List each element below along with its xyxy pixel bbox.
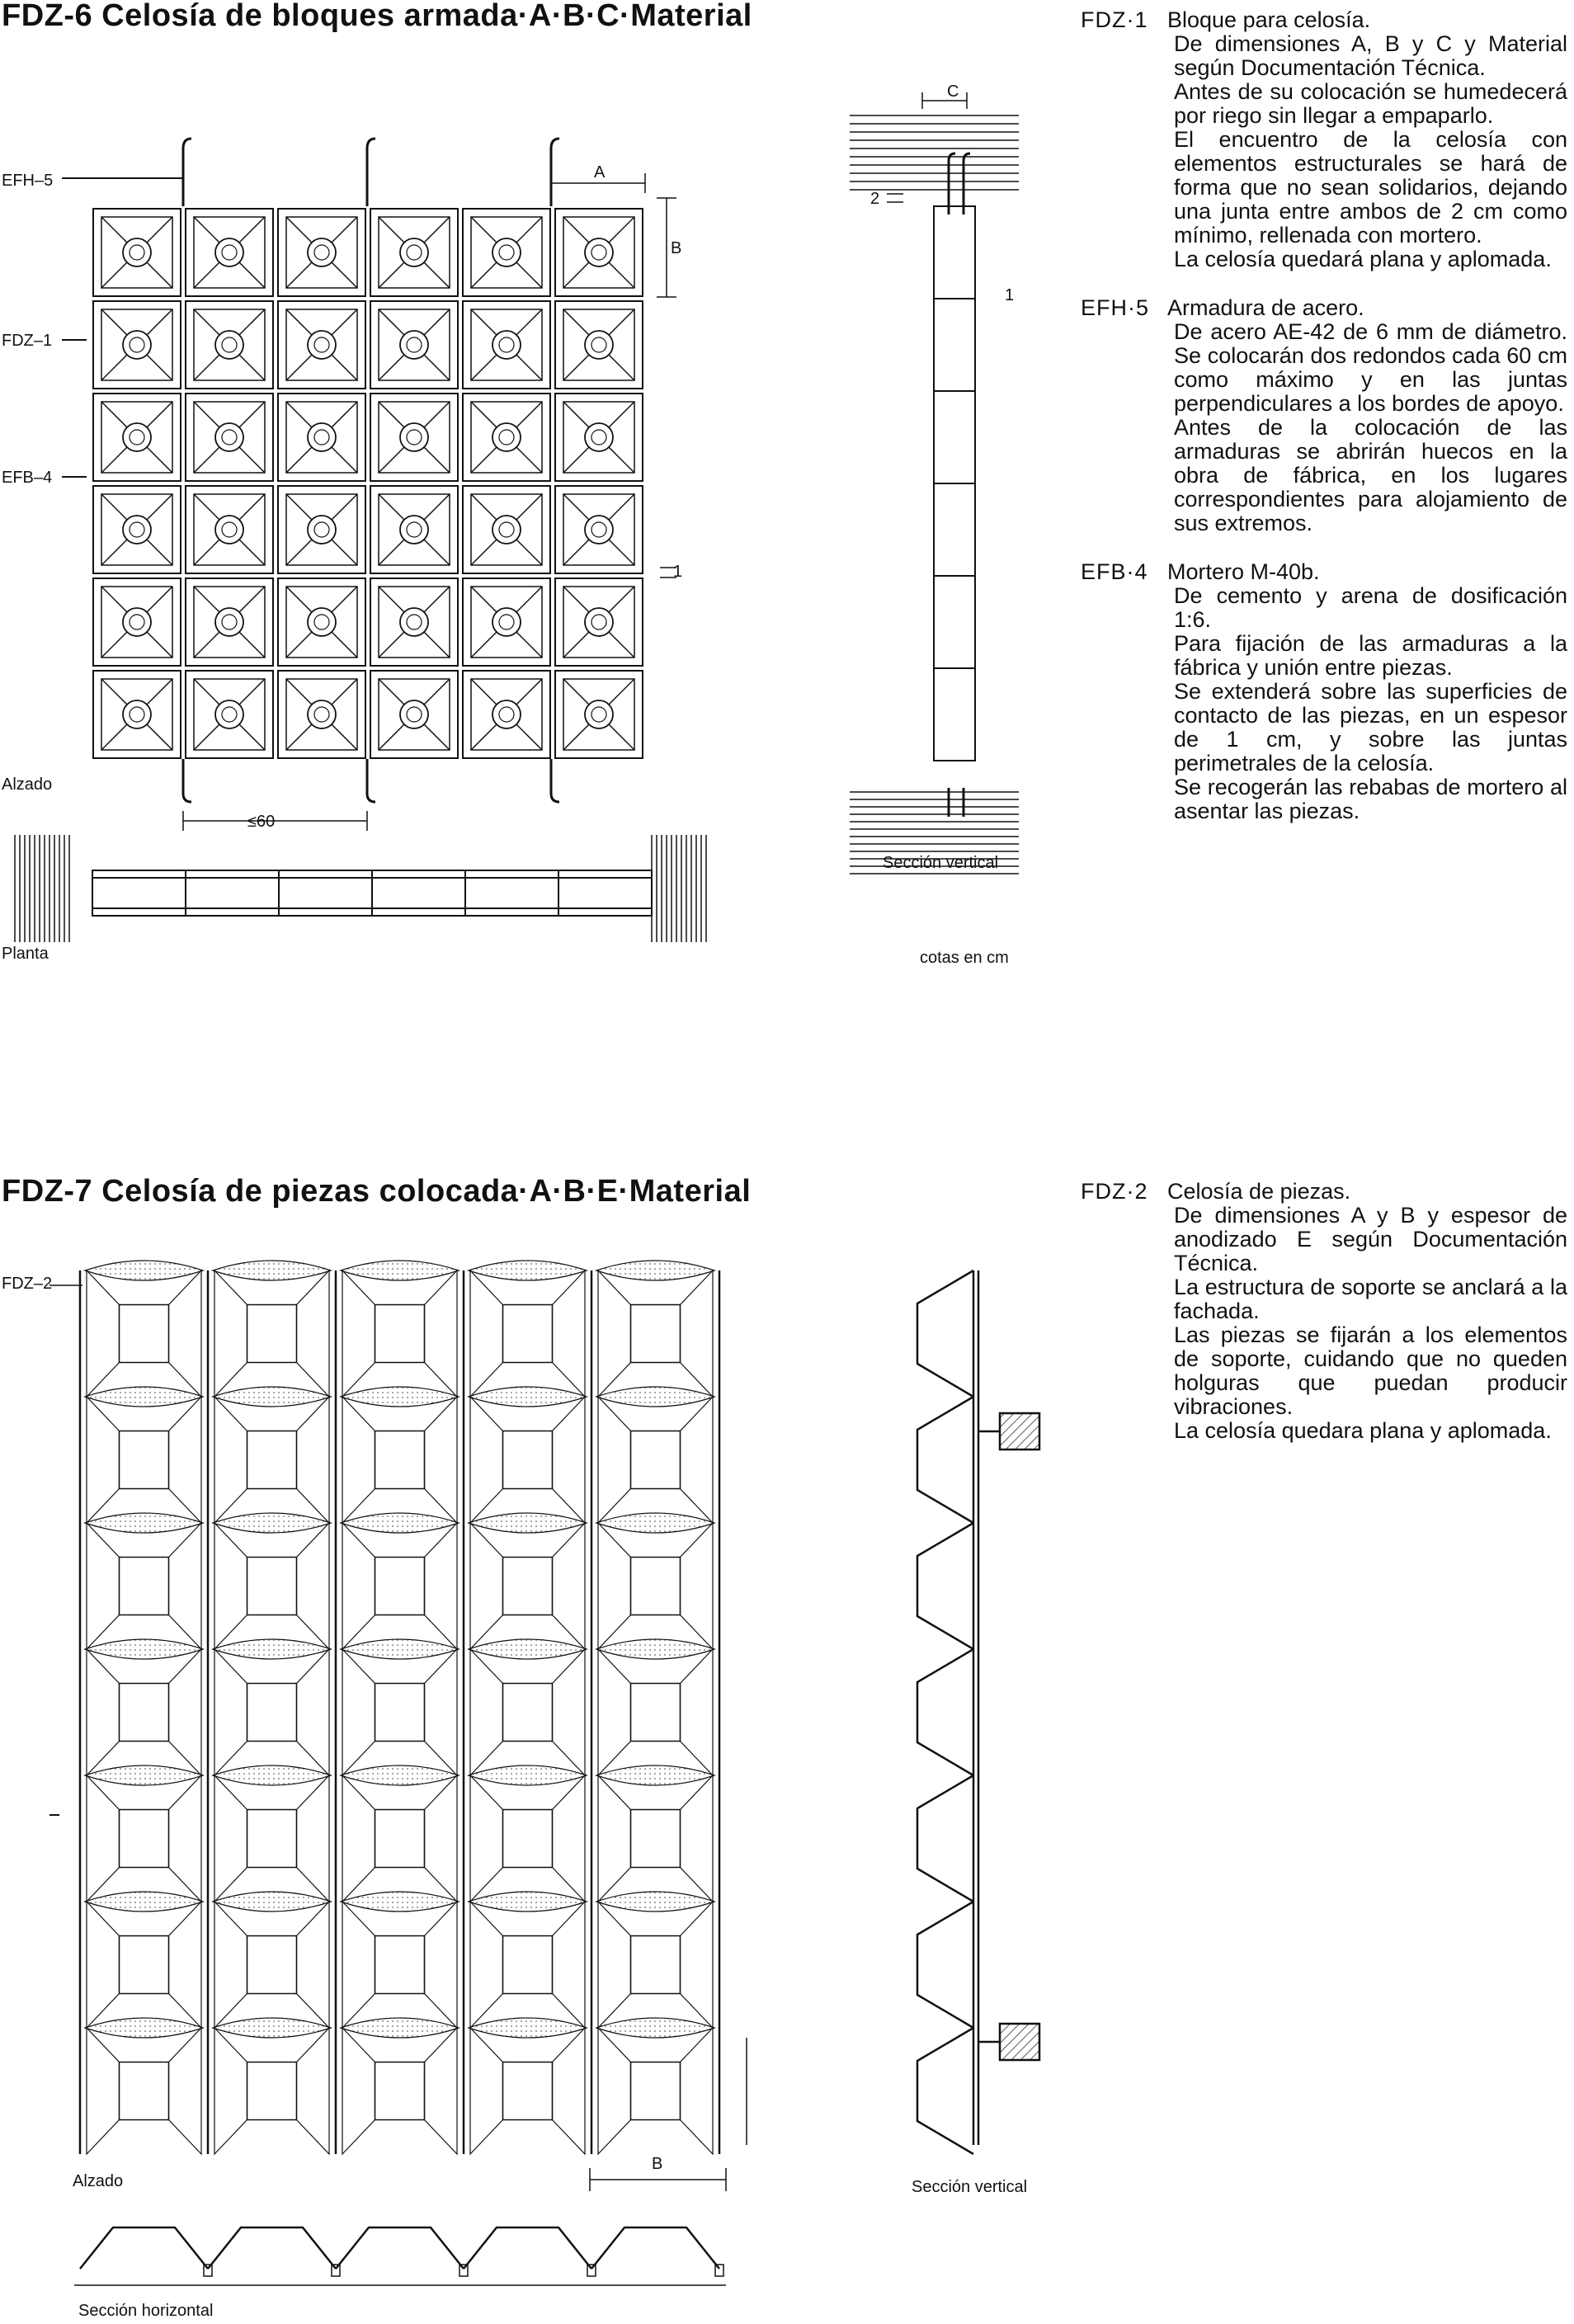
- label-alzado-fdz6: Alzado: [2, 775, 53, 794]
- spec-paragraph: La estructura de soporte se anclará a la fachada.: [1174, 1275, 1567, 1323]
- spec-paragraph: La celosía quedara plana y aplomada.: [1174, 1418, 1552, 1443]
- spec-paragraph: Las piezas se fijarán a los elementos de soporte, cuidando que no queden holguras que puedan producir vibraciones.: [1174, 1322, 1567, 1419]
- concrete-block: [186, 209, 273, 296]
- lattice-piece: [85, 1513, 203, 1649]
- concrete-block: [278, 209, 365, 296]
- lattice-piece: [85, 2018, 203, 2154]
- lattice-piece: [213, 1513, 331, 1649]
- lattice-piece: [469, 1892, 587, 2028]
- spec-heading: Armadura de acero.: [1167, 295, 1364, 320]
- section-piece: [917, 1902, 973, 2028]
- section-piece: [917, 1649, 973, 1775]
- lattice-piece: [341, 1387, 459, 1523]
- concrete-block: [93, 486, 181, 573]
- concrete-block: [555, 578, 643, 666]
- section-piece: [917, 1397, 973, 1523]
- spec-paragraph: Se recogerán las rebabas de mortero al asentar las piezas.: [1174, 775, 1567, 823]
- section-piece: [80, 2227, 208, 2269]
- concrete-block: [93, 394, 181, 481]
- spec-paragraph: Se extenderá sobre las superficies de contacto de las piezas, en un espesor de 1 cm, y sobre las juntas perimetrales de la celosía.: [1174, 679, 1567, 775]
- concrete-block: [370, 486, 458, 573]
- lattice-piece: [341, 2018, 459, 2154]
- concrete-block: [278, 394, 365, 481]
- concrete-block: [555, 671, 643, 758]
- concrete-block: [278, 301, 365, 389]
- concrete-block: [463, 578, 550, 666]
- concrete-block: [278, 671, 365, 758]
- lattice-piece: [341, 1892, 459, 2028]
- spec-entry: [1081, 8, 1567, 271]
- spec-entry: [1081, 1180, 1567, 1443]
- lattice-piece: [596, 1639, 714, 1775]
- dim-2: 2: [870, 190, 880, 208]
- spec-heading: Mortero M-40b.: [1167, 559, 1320, 584]
- concrete-block: [463, 301, 550, 389]
- spec-paragraph: Antes de su colocación se humedecerá por riego sin llegar a empaparlo.: [1174, 79, 1567, 128]
- spec-entry: [1081, 560, 1567, 823]
- lattice-piece: [596, 2018, 714, 2154]
- label-seccion-vertical-fdz6: Sección vertical: [883, 854, 999, 872]
- lattice-piece: [596, 1261, 714, 1397]
- lattice-piece: [213, 1261, 331, 1397]
- lattice-piece: [469, 1765, 587, 1902]
- spec-code: EFB·4: [1081, 559, 1148, 584]
- concrete-block: [555, 486, 643, 573]
- spec-paragraph: Antes de la colocación de las armaduras se abrirán huecos en la obra de fábrica, en los lugares correspondientes para alojamiento de sus extremos.: [1174, 415, 1567, 535]
- concrete-block: [186, 671, 273, 758]
- lattice-piece: [341, 1261, 459, 1397]
- fdz7-title: FDZ-7 Celosía de piezas colocada·A·B·E·Material: [2, 1174, 752, 1209]
- label-fdz2: FDZ–2: [2, 1275, 53, 1293]
- section-block: [934, 206, 975, 299]
- lattice-piece: [213, 1387, 331, 1523]
- concrete-block: [555, 301, 643, 389]
- concrete-block: [370, 578, 458, 666]
- concrete-block: [186, 486, 273, 573]
- fdz7-elevation: [49, 1261, 747, 2191]
- fdz7-horizontal-section: [74, 2227, 726, 2285]
- lattice-piece: [596, 1765, 714, 1902]
- section-block: [934, 391, 975, 483]
- lattice-piece: [85, 1765, 203, 1902]
- spec-code: FDZ·1: [1081, 7, 1148, 32]
- section-piece: [917, 1775, 973, 1902]
- concrete-block: [463, 394, 550, 481]
- dim-b-fdz7: B: [652, 2155, 663, 2173]
- fdz6-plan: [15, 835, 706, 942]
- lattice-piece: [341, 1513, 459, 1649]
- concrete-block: [93, 578, 181, 666]
- lattice-piece: [596, 1892, 714, 2028]
- lattice-piece: [469, 1387, 587, 1523]
- spec-paragraph: Para fijación de las armaduras a la fábrica y unión entre piezas.: [1174, 631, 1567, 680]
- spec-paragraph: El encuentro de la celosía con elementos estructurales se hará de forma que no sean solidarios, dejando una junta entre ambos de 2 cm como mínimo, rellenada con mortero.: [1174, 127, 1567, 247]
- concrete-block: [186, 301, 273, 389]
- spec-code: FDZ·2: [1081, 1179, 1148, 1204]
- concrete-block: [93, 671, 181, 758]
- fdz7-vertical-section: [917, 1270, 1039, 2154]
- lattice-piece: [213, 1639, 331, 1775]
- lattice-piece: [85, 1261, 203, 1397]
- dim-c: C: [947, 82, 959, 101]
- label-efb4: EFB–4: [2, 469, 53, 487]
- concrete-block: [186, 578, 273, 666]
- concrete-block: [370, 301, 458, 389]
- concrete-block: [555, 209, 643, 296]
- concrete-block: [93, 301, 181, 389]
- label-seccion-vertical-fdz7: Sección vertical: [912, 2178, 1028, 2196]
- section-piece: [591, 2227, 719, 2269]
- dim-b: B: [671, 239, 682, 257]
- concrete-block: [463, 209, 550, 296]
- section-block: [934, 576, 975, 668]
- section-block: [934, 483, 975, 576]
- concrete-block: [370, 394, 458, 481]
- section-piece: [917, 2028, 973, 2154]
- concrete-block: [463, 671, 550, 758]
- fdz6-elevation: [62, 139, 676, 831]
- fdz6-vertical-section: [850, 92, 1019, 874]
- spec-paragraph: De dimensiones A, B y C y Material según Documentación Técnica.: [1174, 31, 1567, 80]
- lattice-piece: [596, 1513, 714, 1649]
- lattice-piece: [341, 1639, 459, 1775]
- label-planta: Planta: [2, 945, 49, 963]
- lattice-piece: [213, 1765, 331, 1902]
- spec-code: EFH·5: [1081, 295, 1150, 320]
- label-fdz1: FDZ–1: [2, 332, 53, 350]
- spec-paragraph: La celosía quedará plana y aplomada.: [1174, 247, 1552, 271]
- section-block: [934, 668, 975, 761]
- dim-60: ≤60: [247, 813, 276, 831]
- dim-1-elevation: 1: [673, 563, 683, 581]
- section-block: [934, 299, 975, 391]
- lattice-piece: [469, 1639, 587, 1775]
- section-piece: [208, 2227, 336, 2269]
- lattice-piece: [341, 1765, 459, 1902]
- section-piece: [917, 1523, 973, 1649]
- label-seccion-horizontal: Sección horizontal: [78, 2302, 214, 2320]
- lattice-piece: [469, 2018, 587, 2154]
- spec-paragraph: De acero AE-42 de 6 mm de diámetro. Se colocarán dos redondos cada 60 cm como máximo y en las juntas perpendiculares a los bordes de apoyo.: [1174, 319, 1567, 416]
- lattice-piece: [213, 2018, 331, 2154]
- label-efh5: EFH–5: [2, 172, 54, 190]
- spec-paragraph: De dimensiones A y B y espesor de anodizado E según Documentación Técnica.: [1174, 1203, 1567, 1275]
- lattice-piece: [469, 1513, 587, 1649]
- concrete-block: [370, 671, 458, 758]
- spec-heading: Bloque para celosía.: [1167, 7, 1371, 32]
- spec-paragraph: De cemento y arena de dosificación 1:6.: [1174, 583, 1567, 632]
- concrete-block: [555, 394, 643, 481]
- lattice-piece: [469, 1261, 587, 1397]
- spec-heading: Celosía de piezas.: [1167, 1179, 1351, 1204]
- label-cotas: cotas en cm: [920, 949, 1009, 967]
- lattice-piece: [85, 1892, 203, 2028]
- concrete-block: [278, 486, 365, 573]
- dim-a: A: [594, 163, 606, 181]
- lattice-piece: [85, 1639, 203, 1775]
- concrete-block: [186, 394, 273, 481]
- section-piece: [464, 2227, 591, 2269]
- block-grid: [93, 209, 643, 758]
- concrete-block: [463, 486, 550, 573]
- section-piece: [917, 1270, 973, 1397]
- concrete-block: [278, 578, 365, 666]
- spec-column-top: [1081, 8, 1567, 848]
- concrete-block: [93, 209, 181, 296]
- fdz6-title: FDZ-6 Celosía de bloques armada·A·B·C·Material: [2, 0, 752, 33]
- spec-column-bottom: [1081, 1180, 1567, 1468]
- label-alzado-fdz7: Alzado: [73, 2172, 124, 2190]
- lattice-piece: [596, 1387, 714, 1523]
- concrete-block: [370, 209, 458, 296]
- section-piece: [336, 2227, 464, 2269]
- dim-1-section: 1: [1005, 286, 1015, 304]
- spec-entry: [1081, 296, 1567, 535]
- lattice-piece: [85, 1387, 203, 1523]
- lattice-piece: [213, 1892, 331, 2028]
